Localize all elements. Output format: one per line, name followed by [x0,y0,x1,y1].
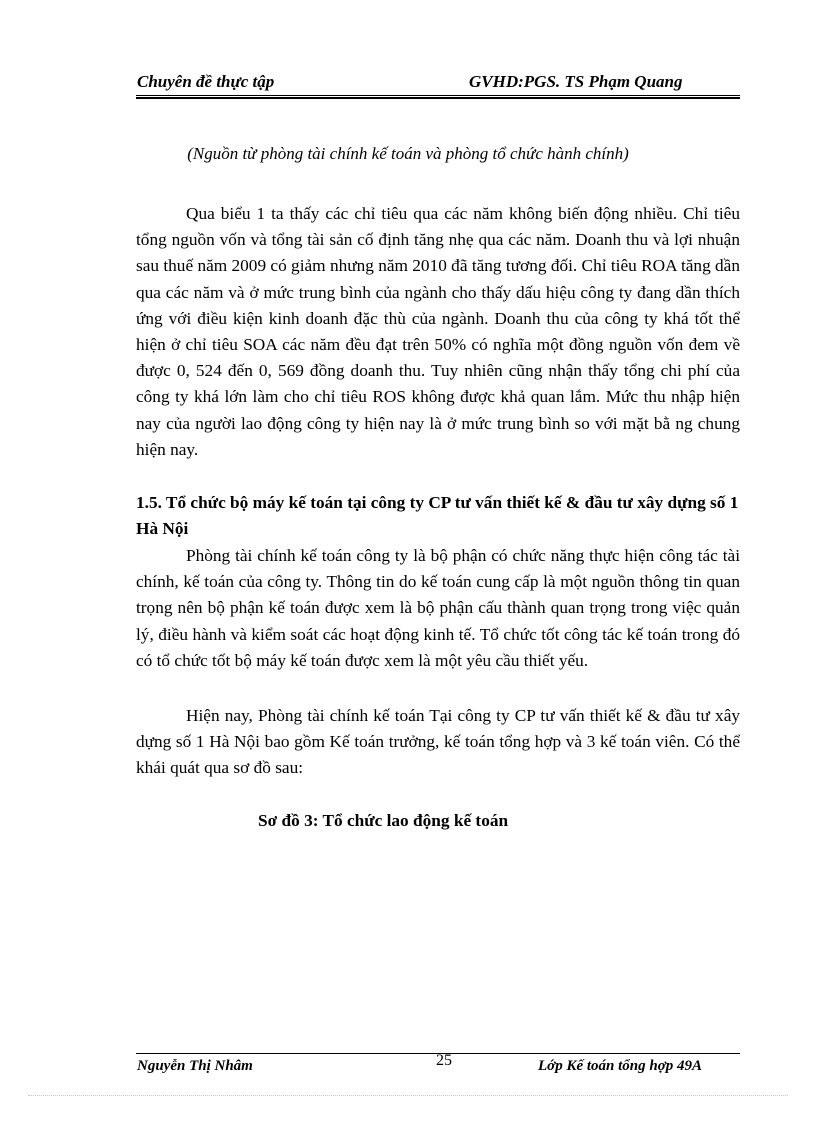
paragraph-analysis: Qua biểu 1 ta thấy các chỉ tiêu qua các năm không biến động nhiều. Chỉ tiêu tổng nguồn vốn và tổng tài sản cố định tăng nhẹ qua các năm. Doanh thu và lợi nhuận sau thuế năm 2009 có giảm nhưng năm 2010 đã tăng tương đối. Chỉ tiêu ROA tăng dần qua các năm và ở mức trung bình của ngành cho thấy dấu hiệu công ty đang dần thích ứng với điều kiện kinh doanh đặc thù của ngành. Doanh thu của công ty khá tốt thể hiện ở chỉ tiêu SOA các năm đều đạt trên 50% có nghĩa một đồng nguồn vốn đem về được 0, 524 đến 0, 569 đồng doanh thu. Tuy nhiên cũng nhận thấy tổng chi phí của công ty khá lớn làm cho chỉ tiêu ROS không được khả quan lắm. Mức thu nhập hiện nay của người lao động công ty hiện nay là ở mức trung bình so với mặt bằ ng chung hiện nay. [136,204,740,459]
header-left-title: Chuyên đề thực tập [137,72,275,91]
header-divider-thin [136,95,740,96]
header-right-supervisor: GVHD:PGS. TS Phạm Quang [469,72,683,91]
section-heading: 1.5. Tổ chức bộ máy kế toán tại công ty CP tư vấn thiết kế & đầu tư xây dựng số 1 Hà Nội [136,493,739,538]
paragraph-staff-structure: Hiện nay, Phòng tài chính kế toán Tại công ty CP tư vấn thiết kế & đầu tư xây dựng số 1 Hà Nội bao gồm Kế toán trưởng, kế toán tổng hợp và 3 kế toán viên. Có thể khái quát qua sơ đồ sau: [136,706,740,778]
footer-author: Nguyễn Thị Nhâm [137,1058,253,1074]
paragraph-accounting-department: Phòng tài chính kế toán công ty là bộ phận có chức năng thực hiện công tác tài chính, kế toán của công ty. Thông tin do kế toán cung cấp là một nguồn thông tin quan trọng nên bộ phận kế toán được xem là bộ phận cấu thành quan trọng trong việc quản lý, điều hành và kiểm soát các hoạt động kinh tế. Tổ chức tốt công tác kế toán trong đó có tổ chức tốt bộ máy kế toán được xem là một yêu cầu thiết yếu. [136,546,740,670]
source-note: (Nguồn từ phòng tài chính kế toán và phòng tổ chức hành chính) [187,144,629,163]
diagram-title: Sơ đồ 3: Tổ chức lao động kế toán [258,811,509,830]
header-divider-thick [136,97,740,99]
footer-class: Lớp Kế toán tổng hợp 49A [538,1058,703,1074]
page-bottom-dotted-line [28,1095,788,1096]
page-number: 25 [436,1052,452,1069]
